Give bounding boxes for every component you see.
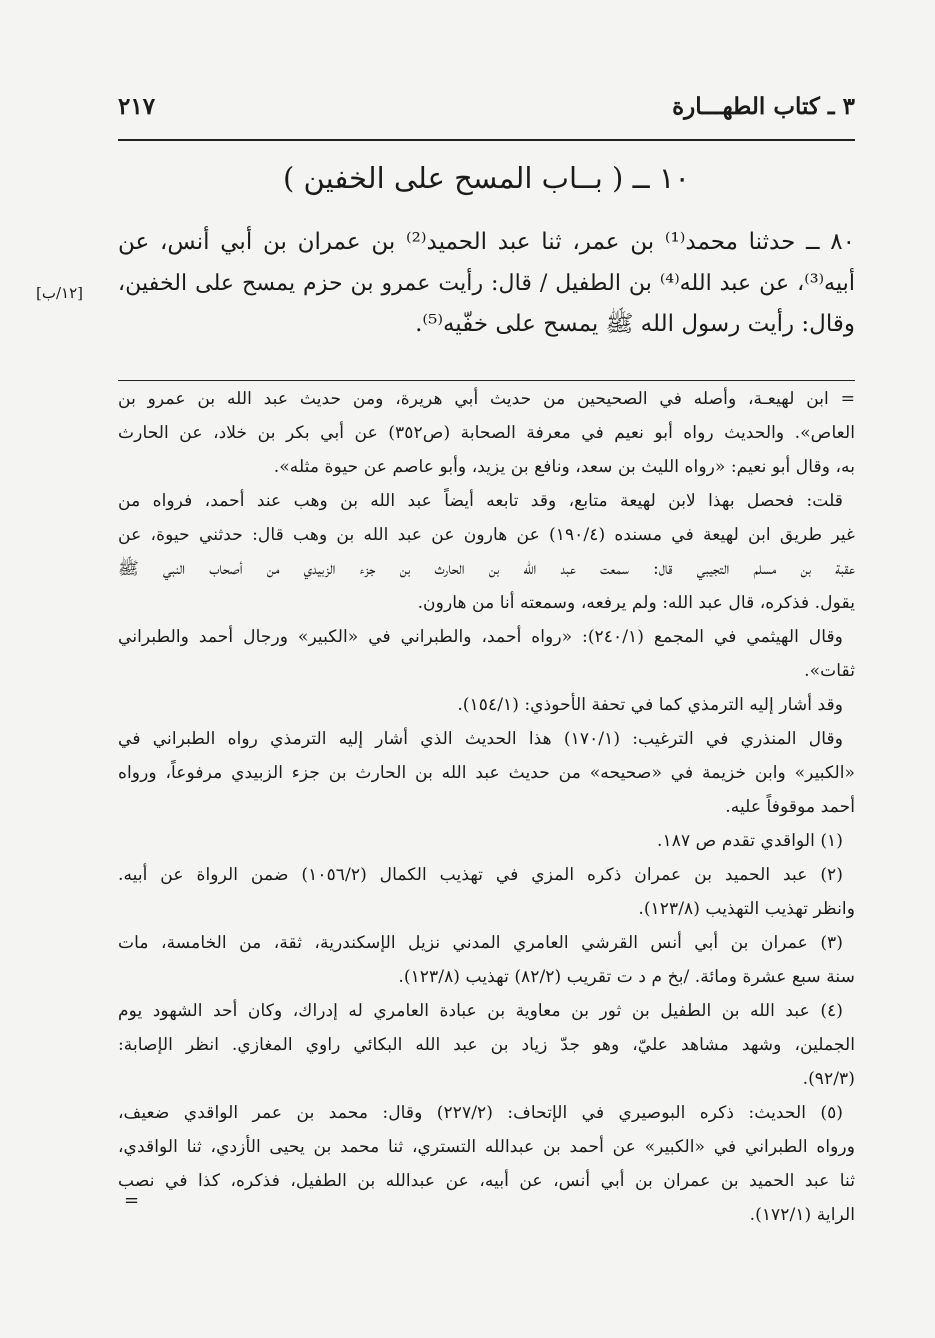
- footnote-line: الجملين، وشهد مشاهد عليّ، وهو جدّ زياد بن عبد الله البكائي راوي المغازي. انظر الإصابة:: [118, 1035, 855, 1055]
- footnotes: [118, 384, 855, 1234]
- footnote-line: قلت: فحصل بهذا لابن لهيعة متابع، وقد تابعه أيضاً عبد الله بن وهب عند أحمد، فرواه من: [118, 491, 843, 511]
- continuation-mark: =: [124, 1190, 140, 1211]
- hadith-line: ٨٠ ــ حدثنا محمد⁽¹⁾ بن عمر، ثنا عبد الحميد⁽²⁾ بن عمران بن أبي أنس، عن: [118, 229, 855, 255]
- footnote-line: وقال المنذري في الترغيب: (١٧٠/١) هذا الحديث الذي أشار إليه الترمذي رواه الطبراني في: [118, 729, 843, 749]
- chapter-title: ١٠ ــ ( بــاب المسح على الخفين ): [283, 161, 690, 195]
- footnote-line: غير طريق ابن لهيعة في مسنده (١٩٠/٤) عن هارون عن عبد الله بن وهب قال: حدثني حيوة، عن: [118, 525, 855, 545]
- hadith-line: أبيه⁽³⁾، عن عبد الله⁽⁴⁾ بن الطفيل / قال: رأيت عمرو بن حزم يمسح على الخفين،: [118, 270, 855, 296]
- footnote-line: (٤) عبد الله بن الطفيل بن ثور بن معاوية بن عبادة العامري له إدراك، وكان أحد الشهود يوم: [118, 1001, 843, 1021]
- footnote-line: سنة سبع عشرة ومائة. /بخ م د ت تقريب (٨٢/٢) تهذيب (١٢٣/٨).: [398, 967, 855, 987]
- footnote-line: (٢) عبد الحميد بن عمران ذكره المزي في تهذيب الكمال (١٠٥٦/٢) ضمن الرواة عن أبيه.: [118, 865, 843, 885]
- footnote-line: وانظر تهذيب التهذيب (١٢٣/٨).: [638, 899, 855, 919]
- running-header: [118, 88, 855, 124]
- footnote-line: وقد أشار إليه الترمذي كما في تحفة الأحوذي: (١٥٤/١).: [457, 695, 843, 715]
- footnote-line: (١) الواقدي تقدم ص ١٨٧.: [657, 831, 843, 851]
- footnote-line: ثقات».: [804, 661, 855, 681]
- footnote-line: (٩٢/٣).: [802, 1069, 855, 1089]
- footnote-line: عقبة بن مسلم التجيبي قال: سمعت عبد الله بن الحارث بن جزء الزبيدي من أصحاب النبي ﷺ: [118, 559, 855, 579]
- footnote-line: العاص». والحديث رواه أبو نعيم في معرفة الصحابة (ص٣٥٢) عن أبي بكر بن خلاد، عن الحارث: [118, 423, 855, 443]
- footnote-line: ورواه الطبراني في «الكبير» عن أحمد بن عبدالله التستري، ثنا محمد بن يحيى الأزدي، ثنا الواقدي،: [118, 1137, 855, 1157]
- footnote-line: «الكبير» وابن خزيمة في «صحيحه» من حديث عبد الله بن الحارث بن جزء الزبيدي مرفوعاً، ورواه: [118, 763, 855, 783]
- page-number: ٢١٧: [118, 92, 156, 120]
- hadith-text: [118, 222, 855, 345]
- running-title: ٣ ـ كتاب الطهـــارة: [672, 92, 855, 120]
- footnote-line: يقول. فذكره، قال عبد الله: ولم يرفعه، وسمعته أنا من هارون.: [417, 593, 855, 613]
- footnote-line: أحمد موقوفاً عليه.: [725, 797, 855, 817]
- footnote-line: (٣) عمران بن أبي أنس القرشي العامري المدني نزيل الإسكندرية، ثقة، من الخامسة، مات: [118, 933, 843, 953]
- footnote-line: وقال الهيثمي في المجمع (٢٤٠/١): «رواه أحمد، والطبراني في «الكبير» ورجال أحمد والطبراني: [118, 627, 843, 647]
- footnote-line: ثنا عبد الحميد بن عمران بن أبي أنس، عن أبيه، عن عبدالله بن الطفيل، فذكره، كذا في نصب: [118, 1171, 855, 1191]
- footnote-line: (٥) الحديث: ذكره البوصيري في الإتحاف: (٢٢٧/٢) وقال: محمد بن عمر الواقدي ضعيف،: [118, 1103, 844, 1123]
- footnote-rule: [118, 380, 855, 381]
- footnote-line: به، وقال أبو نعيم: «رواه الليث بن سعد، ونافع بن يزيد، وأبو عاصم عن حيوة مثله».: [273, 457, 855, 477]
- hadith-line: وقال: رأيت رسول الله ﷺ يمسح على خفّيه⁽⁵⁾.: [415, 311, 855, 337]
- footnote-line: الراية (١٧٢/١).: [749, 1205, 855, 1225]
- folio-marker: [١٢/ب]: [36, 284, 84, 302]
- footnote-line: = ابن لهيعـة، وأصله في الصحيحين من حديث أبي هريرة، ومن حديث عبد الله بن عمرو بن: [118, 389, 855, 409]
- header-rule: [118, 139, 855, 141]
